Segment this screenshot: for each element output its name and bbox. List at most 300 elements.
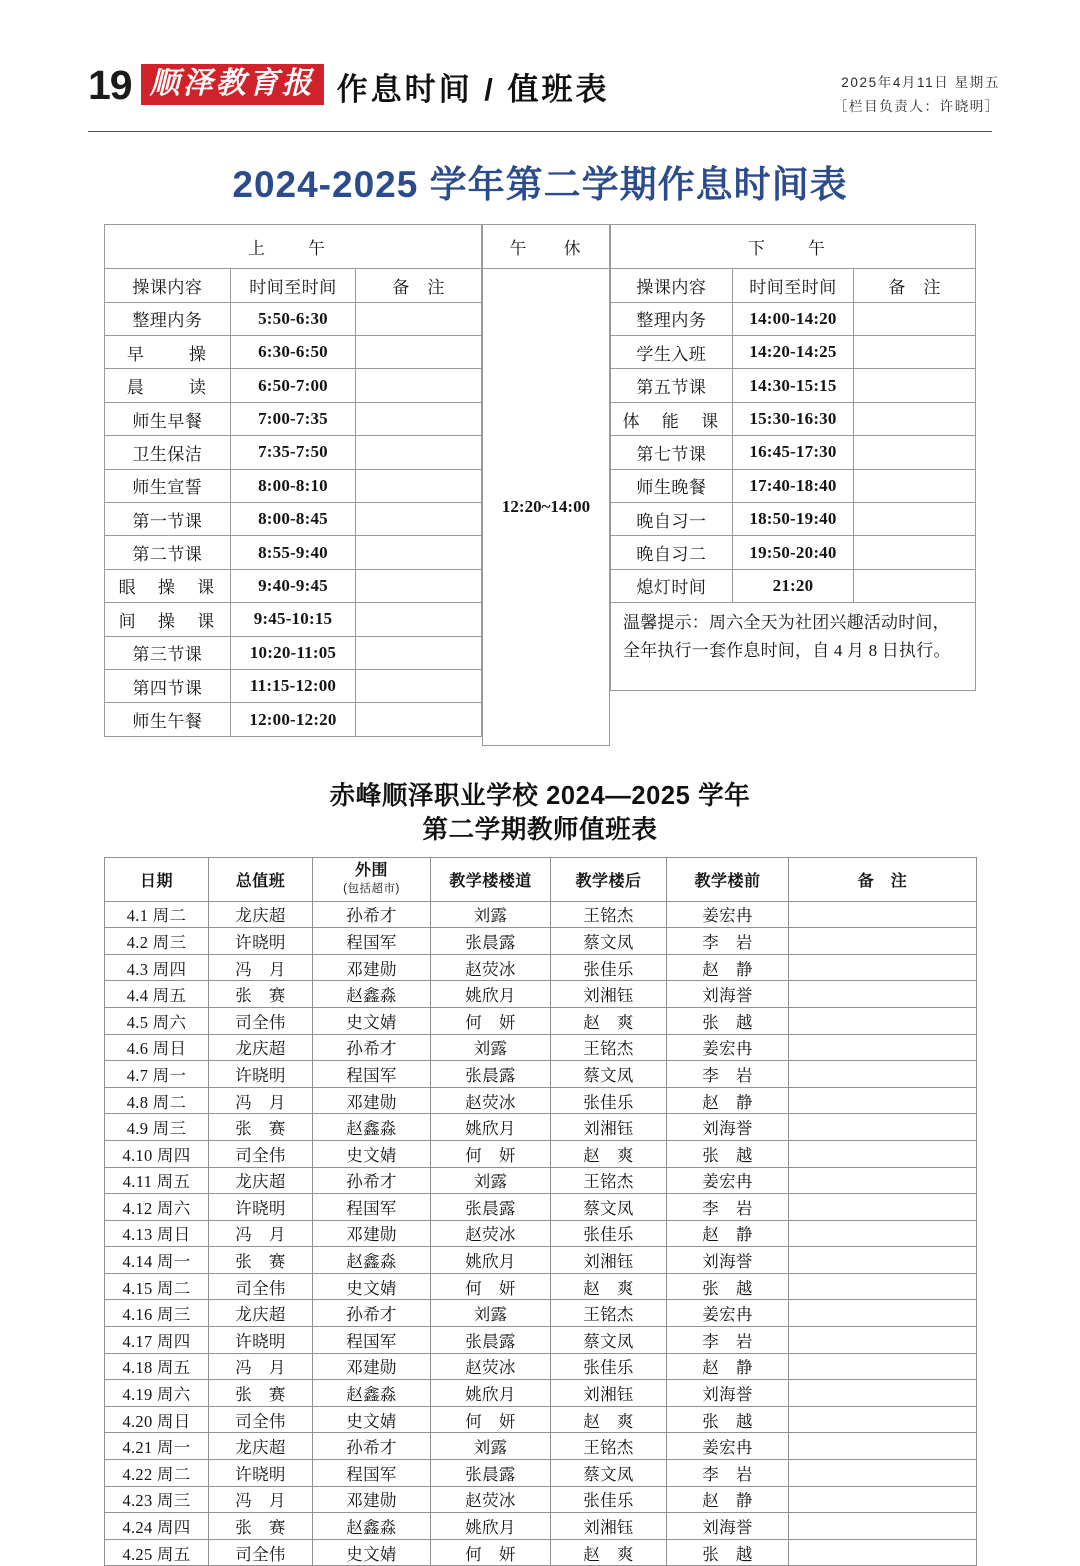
activity-label: 师生早餐 bbox=[105, 402, 231, 435]
duty-front: 刘海誉 bbox=[667, 1513, 789, 1540]
activity-label: 学生入班 bbox=[611, 336, 733, 369]
schedule-block bbox=[104, 224, 976, 746]
duty-back: 张佳乐 bbox=[551, 954, 667, 981]
duty-date: 4.14 周一 bbox=[105, 1247, 209, 1274]
duty-note bbox=[789, 1140, 977, 1167]
activity-time: 6:30-6:50 bbox=[230, 336, 356, 369]
duty-back: 蔡文凤 bbox=[551, 1061, 667, 1088]
duty-perimeter: 孙希才 bbox=[313, 1300, 431, 1327]
duty-back: 蔡文凤 bbox=[551, 928, 667, 955]
duty-note bbox=[789, 928, 977, 955]
duty-date: 4.15 周二 bbox=[105, 1273, 209, 1300]
duty-date: 4.19 周六 bbox=[105, 1380, 209, 1407]
duty-corridor: 刘露 bbox=[431, 1433, 551, 1460]
duty-col-front: 教学楼前 bbox=[667, 857, 789, 901]
morning-band-label: 上 午 bbox=[105, 225, 482, 269]
duty-note bbox=[789, 1539, 977, 1566]
duty-perimeter: 赵鑫淼 bbox=[313, 1513, 431, 1540]
duty-perimeter: 邓建勋 bbox=[313, 1353, 431, 1380]
duty-chief: 司全伟 bbox=[209, 1539, 313, 1566]
activity-note bbox=[356, 469, 482, 502]
activity-time: 7:00-7:35 bbox=[230, 402, 356, 435]
duty-perimeter: 史文婧 bbox=[313, 1007, 431, 1034]
duty-back: 王铭杰 bbox=[551, 1300, 667, 1327]
table-row bbox=[105, 1513, 977, 1540]
activity-label: 整理内务 bbox=[611, 302, 733, 335]
duty-corridor: 姚欣月 bbox=[431, 1114, 551, 1141]
duty-perimeter: 孙希才 bbox=[313, 901, 431, 928]
table-row bbox=[105, 1247, 977, 1274]
duty-back: 刘湘钰 bbox=[551, 1380, 667, 1407]
table-row bbox=[105, 302, 482, 335]
publication-date: 2025年4月11日 星期五 bbox=[841, 75, 1000, 90]
activity-label: 整理内务 bbox=[105, 302, 231, 335]
duty-corridor: 赵荧冰 bbox=[431, 1353, 551, 1380]
duty-note bbox=[789, 1114, 977, 1141]
duty-chief: 冯 月 bbox=[209, 1220, 313, 1247]
duty-perimeter: 赵鑫淼 bbox=[313, 1380, 431, 1407]
activity-time: 9:40-9:45 bbox=[230, 569, 356, 602]
duty-chief: 龙庆超 bbox=[209, 1433, 313, 1460]
duty-back: 张佳乐 bbox=[551, 1087, 667, 1114]
table-row bbox=[105, 502, 482, 535]
duty-chief: 冯 月 bbox=[209, 1353, 313, 1380]
noon-break-time: 12:20~14:00 bbox=[483, 269, 610, 746]
table-row bbox=[105, 703, 482, 736]
duty-chief: 许晓明 bbox=[209, 1061, 313, 1088]
duty-note bbox=[789, 1513, 977, 1540]
duty-chief: 司全伟 bbox=[209, 1007, 313, 1034]
activity-time: 14:30-15:15 bbox=[732, 369, 854, 402]
duty-corridor: 何 妍 bbox=[431, 1273, 551, 1300]
duty-chief: 许晓明 bbox=[209, 928, 313, 955]
activity-label: 第三节课 bbox=[105, 636, 231, 669]
activity-time: 15:30-16:30 bbox=[732, 402, 854, 435]
table-row bbox=[105, 1380, 977, 1407]
duty-chief: 龙庆超 bbox=[209, 1300, 313, 1327]
activity-note bbox=[356, 336, 482, 369]
activity-note bbox=[854, 436, 976, 469]
duty-front: 赵 静 bbox=[667, 1353, 789, 1380]
activity-label: 师生晚餐 bbox=[611, 469, 733, 502]
duty-back: 王铭杰 bbox=[551, 1034, 667, 1061]
duty-perimeter: 程国军 bbox=[313, 928, 431, 955]
table-row bbox=[105, 669, 482, 702]
duty-date: 4.7 周一 bbox=[105, 1061, 209, 1088]
table-row bbox=[611, 302, 976, 335]
table-row bbox=[105, 569, 482, 602]
table-row bbox=[105, 1220, 977, 1247]
duty-perimeter: 邓建勋 bbox=[313, 1087, 431, 1114]
duty-corridor: 姚欣月 bbox=[431, 1247, 551, 1274]
duty-note bbox=[789, 901, 977, 928]
activity-note bbox=[356, 402, 482, 435]
duty-roster-table bbox=[104, 857, 977, 1566]
duty-date: 4.8 周二 bbox=[105, 1087, 209, 1114]
duty-front: 刘海誉 bbox=[667, 1247, 789, 1274]
duty-perimeter: 孙希才 bbox=[313, 1433, 431, 1460]
duty-chief: 冯 月 bbox=[209, 1486, 313, 1513]
duty-perimeter: 邓建勋 bbox=[313, 1486, 431, 1513]
duty-perimeter: 邓建勋 bbox=[313, 1220, 431, 1247]
table-row bbox=[611, 569, 976, 602]
duty-date: 4.17 周四 bbox=[105, 1327, 209, 1354]
activity-time: 5:50-6:30 bbox=[230, 302, 356, 335]
page-number: 19 bbox=[88, 62, 132, 108]
activity-time: 17:40-18:40 bbox=[732, 469, 854, 502]
table-row bbox=[105, 436, 482, 469]
duty-note bbox=[789, 1247, 977, 1274]
duty-front: 赵 静 bbox=[667, 1087, 789, 1114]
duty-date: 4.9 周三 bbox=[105, 1114, 209, 1141]
duty-perimeter: 孙希才 bbox=[313, 1034, 431, 1061]
duty-front: 姜宏冉 bbox=[667, 1034, 789, 1061]
table-row bbox=[611, 336, 976, 369]
duty-corridor: 姚欣月 bbox=[431, 1380, 551, 1407]
table-row bbox=[105, 1273, 977, 1300]
duty-note bbox=[789, 1327, 977, 1354]
duty-back: 蔡文凤 bbox=[551, 1327, 667, 1354]
duty-date: 4.25 周五 bbox=[105, 1539, 209, 1566]
activity-note bbox=[356, 569, 482, 602]
table-row bbox=[105, 1353, 977, 1380]
duty-table-body bbox=[105, 901, 977, 1566]
afternoon-table bbox=[610, 224, 976, 691]
duty-roster-title bbox=[0, 779, 1080, 847]
duty-note bbox=[789, 1273, 977, 1300]
duty-chief: 张 赛 bbox=[209, 1513, 313, 1540]
duty-front: 李 岩 bbox=[667, 1327, 789, 1354]
duty-date: 4.21 周一 bbox=[105, 1433, 209, 1460]
duty-note bbox=[789, 1194, 977, 1221]
activity-time: 19:50-20:40 bbox=[732, 536, 854, 569]
table-row bbox=[611, 469, 976, 502]
duty-note bbox=[789, 1007, 977, 1034]
morning-col-note: 备 注 bbox=[356, 269, 482, 302]
table-row bbox=[105, 954, 977, 981]
activity-note bbox=[854, 336, 976, 369]
table-row bbox=[105, 1486, 977, 1513]
duty-front: 赵 静 bbox=[667, 1486, 789, 1513]
duty-corridor: 刘露 bbox=[431, 901, 551, 928]
duty-col-back: 教学楼后 bbox=[551, 857, 667, 901]
duty-front: 姜宏冉 bbox=[667, 1433, 789, 1460]
duty-corridor: 张晨露 bbox=[431, 1061, 551, 1088]
activity-time: 21:20 bbox=[732, 569, 854, 602]
table-row bbox=[105, 1087, 977, 1114]
activity-note bbox=[356, 669, 482, 702]
duty-date: 4.20 周日 bbox=[105, 1406, 209, 1433]
activity-time: 7:35-7:50 bbox=[230, 436, 356, 469]
activity-label: 间 操 课 bbox=[105, 603, 231, 636]
duty-front: 李 岩 bbox=[667, 1460, 789, 1487]
masthead-brand bbox=[88, 62, 609, 107]
duty-back: 赵 爽 bbox=[551, 1539, 667, 1566]
activity-time: 14:00-14:20 bbox=[732, 302, 854, 335]
duty-chief: 龙庆超 bbox=[209, 1034, 313, 1061]
activity-note bbox=[854, 402, 976, 435]
section-title: 作息时间 / 值班表 bbox=[336, 72, 610, 107]
activity-note bbox=[854, 502, 976, 535]
duty-roster-block bbox=[104, 857, 976, 1566]
table-row bbox=[105, 928, 977, 955]
table-row bbox=[105, 1007, 977, 1034]
duty-date: 4.11 周五 bbox=[105, 1167, 209, 1194]
duty-corridor: 赵荧冰 bbox=[431, 1486, 551, 1513]
table-row bbox=[105, 469, 482, 502]
column-editor: ［栏目负责人：许晓明］ bbox=[833, 98, 1000, 114]
duty-front: 张 越 bbox=[667, 1539, 789, 1566]
duty-chief: 司全伟 bbox=[209, 1140, 313, 1167]
duty-front: 赵 静 bbox=[667, 1220, 789, 1247]
duty-perimeter: 史文婧 bbox=[313, 1406, 431, 1433]
duty-date: 4.24 周四 bbox=[105, 1513, 209, 1540]
duty-front: 姜宏冉 bbox=[667, 1167, 789, 1194]
duty-date: 4.23 周三 bbox=[105, 1486, 209, 1513]
activity-label: 体 能 课 bbox=[611, 402, 733, 435]
table-row bbox=[105, 603, 482, 636]
activity-label: 第四节课 bbox=[105, 669, 231, 702]
duty-col-perimeter-main: 外围 bbox=[354, 861, 388, 879]
table-row bbox=[611, 502, 976, 535]
duty-corridor: 刘露 bbox=[431, 1300, 551, 1327]
table-row bbox=[105, 402, 482, 435]
duty-front: 张 越 bbox=[667, 1273, 789, 1300]
activity-note bbox=[854, 369, 976, 402]
duty-corridor: 张晨露 bbox=[431, 928, 551, 955]
activity-label: 早 操 bbox=[105, 336, 231, 369]
duty-chief: 龙庆超 bbox=[209, 1167, 313, 1194]
duty-chief: 司全伟 bbox=[209, 1273, 313, 1300]
activity-label: 晚自习一 bbox=[611, 502, 733, 535]
duty-corridor: 何 妍 bbox=[431, 1007, 551, 1034]
activity-label: 卫生保洁 bbox=[105, 436, 231, 469]
afternoon-col-time: 时间至时间 bbox=[732, 269, 854, 302]
duty-front: 姜宏冉 bbox=[667, 1300, 789, 1327]
duty-corridor: 何 妍 bbox=[431, 1406, 551, 1433]
activity-time: 16:45-17:30 bbox=[732, 436, 854, 469]
duty-date: 4.1 周二 bbox=[105, 901, 209, 928]
table-row bbox=[105, 1194, 977, 1221]
activity-time: 8:55-9:40 bbox=[230, 536, 356, 569]
table-row bbox=[105, 981, 977, 1008]
table-row bbox=[105, 636, 482, 669]
table-row bbox=[105, 1034, 977, 1061]
duty-col-perimeter bbox=[313, 857, 431, 901]
duty-chief: 张 赛 bbox=[209, 1380, 313, 1407]
duty-corridor: 刘露 bbox=[431, 1167, 551, 1194]
duty-note bbox=[789, 1460, 977, 1487]
noon-break-table bbox=[482, 224, 610, 746]
activity-label: 晨 读 bbox=[105, 369, 231, 402]
duty-back: 赵 爽 bbox=[551, 1007, 667, 1034]
duty-chief: 许晓明 bbox=[209, 1194, 313, 1221]
afternoon-section bbox=[610, 224, 976, 746]
duty-back: 赵 爽 bbox=[551, 1273, 667, 1300]
table-row bbox=[105, 1300, 977, 1327]
duty-front: 张 越 bbox=[667, 1406, 789, 1433]
activity-time: 10:20-11:05 bbox=[230, 636, 356, 669]
activity-time: 6:50-7:00 bbox=[230, 369, 356, 402]
table-row bbox=[105, 1114, 977, 1141]
duty-front: 刘海誉 bbox=[667, 1114, 789, 1141]
activity-time: 14:20-14:25 bbox=[732, 336, 854, 369]
duty-chief: 许晓明 bbox=[209, 1327, 313, 1354]
duty-back: 蔡文凤 bbox=[551, 1460, 667, 1487]
duty-back: 刘湘钰 bbox=[551, 1247, 667, 1274]
activity-note bbox=[854, 536, 976, 569]
duty-col-note: 备 注 bbox=[789, 857, 977, 901]
table-row bbox=[105, 369, 482, 402]
duty-corridor: 张晨露 bbox=[431, 1460, 551, 1487]
activity-label: 眼 操 课 bbox=[105, 569, 231, 602]
duty-back: 张佳乐 bbox=[551, 1486, 667, 1513]
activity-time: 8:00-8:45 bbox=[230, 502, 356, 535]
duty-date: 4.16 周三 bbox=[105, 1300, 209, 1327]
duty-perimeter: 史文婧 bbox=[313, 1140, 431, 1167]
duty-front: 李 岩 bbox=[667, 1194, 789, 1221]
masthead bbox=[0, 0, 1080, 118]
duty-date: 4.3 周四 bbox=[105, 954, 209, 981]
duty-front: 张 越 bbox=[667, 1140, 789, 1167]
table-row bbox=[105, 1140, 977, 1167]
duty-note bbox=[789, 1433, 977, 1460]
duty-front: 赵 静 bbox=[667, 954, 789, 981]
duty-note bbox=[789, 1087, 977, 1114]
afternoon-col-activity: 操课内容 bbox=[611, 269, 733, 302]
duty-perimeter: 史文婧 bbox=[313, 1273, 431, 1300]
table-row bbox=[611, 402, 976, 435]
duty-chief: 许晓明 bbox=[209, 1460, 313, 1487]
activity-label: 第七节课 bbox=[611, 436, 733, 469]
table-row bbox=[105, 1061, 977, 1088]
duty-back: 王铭杰 bbox=[551, 901, 667, 928]
activity-note bbox=[356, 636, 482, 669]
schedule-reminder-note: 温馨提示：周六全天为社团兴趣活动时间，全年执行一套作息时间，自 4 月 8 日执行。 bbox=[611, 603, 976, 691]
activity-note bbox=[854, 569, 976, 602]
table-row bbox=[105, 1406, 977, 1433]
duty-corridor: 赵荧冰 bbox=[431, 954, 551, 981]
duty-date: 4.13 周日 bbox=[105, 1220, 209, 1247]
duty-chief: 龙庆超 bbox=[209, 901, 313, 928]
duty-corridor: 赵荧冰 bbox=[431, 1220, 551, 1247]
duty-col-chief: 总值班 bbox=[209, 857, 313, 901]
duty-date: 4.12 周六 bbox=[105, 1194, 209, 1221]
duty-note bbox=[789, 1167, 977, 1194]
duty-note bbox=[789, 1353, 977, 1380]
activity-note bbox=[854, 302, 976, 335]
activity-label: 晚自习二 bbox=[611, 536, 733, 569]
duty-date: 4.2 周三 bbox=[105, 928, 209, 955]
duty-perimeter: 赵鑫淼 bbox=[313, 1114, 431, 1141]
duty-perimeter: 孙希才 bbox=[313, 1167, 431, 1194]
duty-back: 王铭杰 bbox=[551, 1433, 667, 1460]
duty-corridor: 张晨露 bbox=[431, 1194, 551, 1221]
activity-note bbox=[356, 502, 482, 535]
duty-chief: 冯 月 bbox=[209, 954, 313, 981]
duty-note bbox=[789, 1061, 977, 1088]
duty-front: 李 岩 bbox=[667, 1061, 789, 1088]
morning-col-time: 时间至时间 bbox=[230, 269, 356, 302]
table-row bbox=[611, 536, 976, 569]
duty-title-line2: 第二学期教师值班表 bbox=[422, 816, 658, 845]
duty-note bbox=[789, 1034, 977, 1061]
duty-back: 王铭杰 bbox=[551, 1167, 667, 1194]
duty-corridor: 何 妍 bbox=[431, 1539, 551, 1566]
duty-date: 4.18 周五 bbox=[105, 1353, 209, 1380]
activity-time: 8:00-8:10 bbox=[230, 469, 356, 502]
duty-date: 4.22 周二 bbox=[105, 1460, 209, 1487]
table-row bbox=[105, 1539, 977, 1566]
activity-note bbox=[356, 703, 482, 736]
activity-time: 12:00-12:20 bbox=[230, 703, 356, 736]
duty-date: 4.6 周日 bbox=[105, 1034, 209, 1061]
activity-time: 11:15-12:00 bbox=[230, 669, 356, 702]
afternoon-col-note: 备 注 bbox=[854, 269, 976, 302]
duty-corridor: 刘露 bbox=[431, 1034, 551, 1061]
duty-front: 姜宏冉 bbox=[667, 901, 789, 928]
duty-back: 蔡文凤 bbox=[551, 1194, 667, 1221]
paper-name-badge: 顺泽教育报 bbox=[141, 64, 324, 106]
duty-date: 4.5 周六 bbox=[105, 1007, 209, 1034]
table-row bbox=[611, 436, 976, 469]
activity-label: 师生午餐 bbox=[105, 703, 231, 736]
duty-front: 刘海誉 bbox=[667, 981, 789, 1008]
morning-section bbox=[104, 224, 482, 746]
duty-col-perimeter-sub: (包括超市) bbox=[343, 883, 400, 896]
activity-note bbox=[356, 302, 482, 335]
duty-corridor: 赵荧冰 bbox=[431, 1087, 551, 1114]
duty-perimeter: 赵鑫淼 bbox=[313, 1247, 431, 1274]
noon-band-label: 午 休 bbox=[483, 225, 610, 269]
duty-note bbox=[789, 1406, 977, 1433]
table-row bbox=[611, 369, 976, 402]
table-row bbox=[105, 1460, 977, 1487]
duty-perimeter: 史文婧 bbox=[313, 1539, 431, 1566]
duty-chief: 冯 月 bbox=[209, 1087, 313, 1114]
duty-chief: 张 赛 bbox=[209, 1247, 313, 1274]
duty-note bbox=[789, 1486, 977, 1513]
afternoon-band-label: 下 午 bbox=[611, 225, 976, 269]
duty-front: 李 岩 bbox=[667, 928, 789, 955]
table-row bbox=[105, 336, 482, 369]
masthead-meta bbox=[834, 62, 1000, 118]
duty-back: 刘湘钰 bbox=[551, 1513, 667, 1540]
duty-title-line1: 赤峰顺泽职业学校 2024—2025 学年 bbox=[329, 782, 751, 811]
duty-perimeter: 邓建勋 bbox=[313, 954, 431, 981]
duty-date: 4.10 周四 bbox=[105, 1140, 209, 1167]
duty-perimeter: 程国军 bbox=[313, 1194, 431, 1221]
activity-time: 18:50-19:40 bbox=[732, 502, 854, 535]
duty-note bbox=[789, 1300, 977, 1327]
duty-front: 刘海誉 bbox=[667, 1380, 789, 1407]
activity-note bbox=[356, 536, 482, 569]
duty-front: 张 越 bbox=[667, 1007, 789, 1034]
duty-back: 赵 爽 bbox=[551, 1406, 667, 1433]
duty-perimeter: 程国军 bbox=[313, 1460, 431, 1487]
noon-break-section bbox=[482, 224, 610, 746]
morning-table bbox=[104, 224, 482, 736]
activity-label: 第二节课 bbox=[105, 536, 231, 569]
duty-corridor: 何 妍 bbox=[431, 1140, 551, 1167]
table-row bbox=[105, 1327, 977, 1354]
duty-col-date: 日期 bbox=[105, 857, 209, 901]
activity-note bbox=[356, 603, 482, 636]
duty-chief: 司全伟 bbox=[209, 1406, 313, 1433]
duty-note bbox=[789, 1380, 977, 1407]
duty-back: 刘湘钰 bbox=[551, 1114, 667, 1141]
duty-col-corridor: 教学楼楼道 bbox=[431, 857, 551, 901]
